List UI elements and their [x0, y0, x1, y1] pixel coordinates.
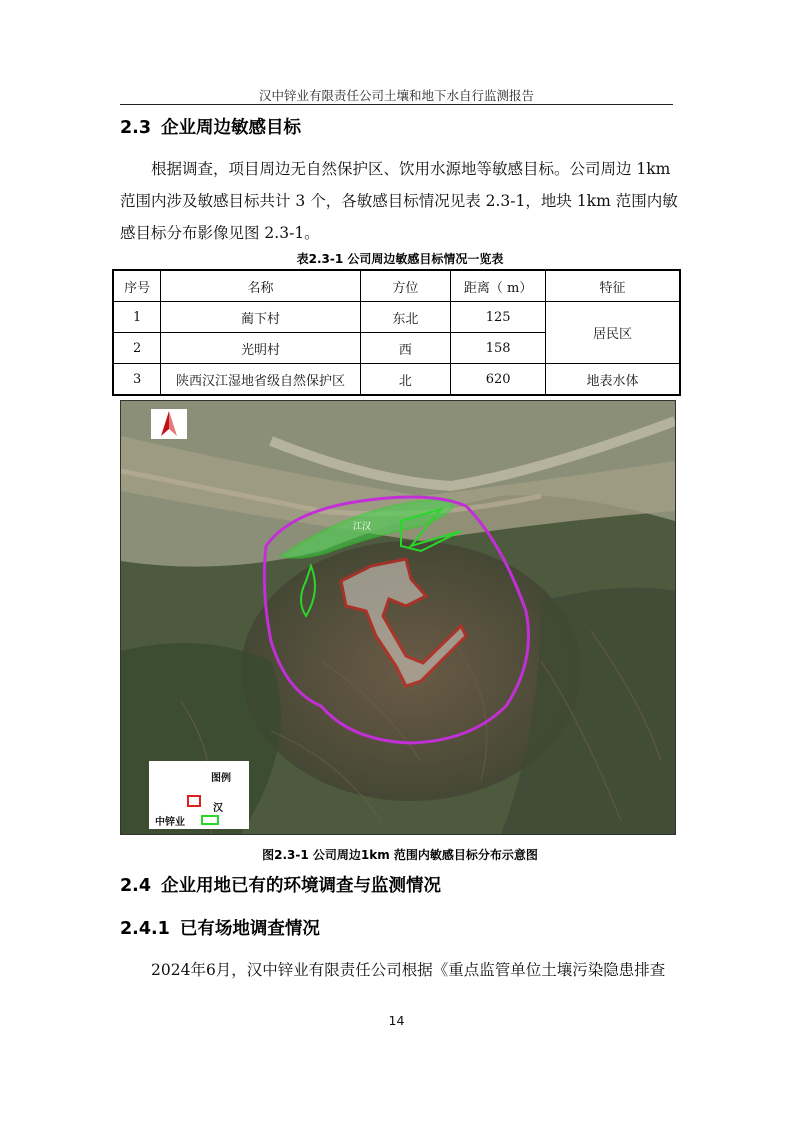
section-heading-2-3	[120, 114, 301, 139]
cell-feature-merged: 居民区	[545, 302, 680, 364]
paragraph-line: 2024年6月，汉中锌业有限责任公司根据《重点监管单位土壤污染隐患排查	[151, 961, 666, 979]
cell-direction: 西	[360, 333, 451, 364]
column-header: 方位	[360, 270, 451, 302]
table-header-row	[113, 270, 680, 302]
legend-wetland-label: 中锌业	[155, 817, 185, 828]
running-header: 汉中锌业有限责任公司土壤和地下水自行监测报告	[258, 88, 534, 103]
page-number: 14	[388, 1013, 405, 1028]
cell-direction: 北	[360, 364, 451, 396]
cell-feature: 地表水体	[545, 364, 680, 396]
section-number: 2.4	[120, 876, 152, 896]
legend-site-label: 汉	[213, 803, 223, 814]
column-header: 距离（ m）	[451, 270, 546, 302]
cell-no: 2	[113, 333, 161, 364]
cell-no: 1	[113, 302, 161, 333]
cell-name: 蔺下村	[161, 302, 360, 333]
column-header: 名称	[161, 270, 360, 302]
column-header: 序号	[113, 270, 161, 302]
cell-name: 光明村	[161, 333, 360, 364]
paragraph-line: 范围内涉及敏感目标共计 3 个，各敏感目标情况见表 2.3-1，地块 1km 范围内敏	[120, 192, 678, 210]
header-divider	[120, 104, 673, 105]
section-title: 已有场地调查情况	[179, 919, 320, 939]
sensitive-targets-table	[112, 269, 681, 396]
paragraph-line: 感目标分布影像见图 2.3-1。	[120, 224, 320, 242]
section-number: 2.4.1	[120, 919, 170, 939]
section-title: 企业周边敏感目标	[161, 118, 302, 138]
section-2-4-1-paragraph	[120, 954, 676, 986]
cell-distance: 125	[451, 302, 546, 333]
legend-wetland-swatch	[201, 815, 219, 825]
legend-title: 图例	[211, 773, 231, 784]
table-caption: 表2.3-1 公司周边敏感目标情况一览表	[296, 252, 504, 266]
section-heading-2-4-1	[120, 915, 320, 940]
map-legend	[149, 761, 249, 829]
cell-no: 3	[113, 364, 161, 396]
cell-direction: 东北	[360, 302, 451, 333]
table-row	[113, 364, 680, 396]
cell-name: 陕西汉江湿地省级自然保护区	[161, 364, 360, 396]
section-2-3-paragraph	[120, 153, 676, 249]
section-number: 2.3	[120, 118, 152, 138]
table-row	[113, 302, 680, 333]
north-arrow-icon	[151, 409, 187, 439]
map-label: 江汉	[353, 522, 372, 532]
figure-caption: 图2.3-1 公司周边1km 范围内敏感目标分布示意图	[262, 848, 538, 862]
section-title: 企业用地已有的环境调查与监测情况	[161, 876, 442, 896]
legend-site-swatch	[187, 795, 201, 807]
section-heading-2-4	[120, 872, 441, 897]
paragraph-line: 根据调查，项目周边无自然保护区、饮用水源地等敏感目标。公司周边 1km	[151, 160, 671, 178]
satellite-map-figure	[120, 400, 676, 835]
cell-distance: 158	[451, 333, 546, 364]
column-header: 特征	[545, 270, 680, 302]
cell-distance: 620	[451, 364, 546, 396]
